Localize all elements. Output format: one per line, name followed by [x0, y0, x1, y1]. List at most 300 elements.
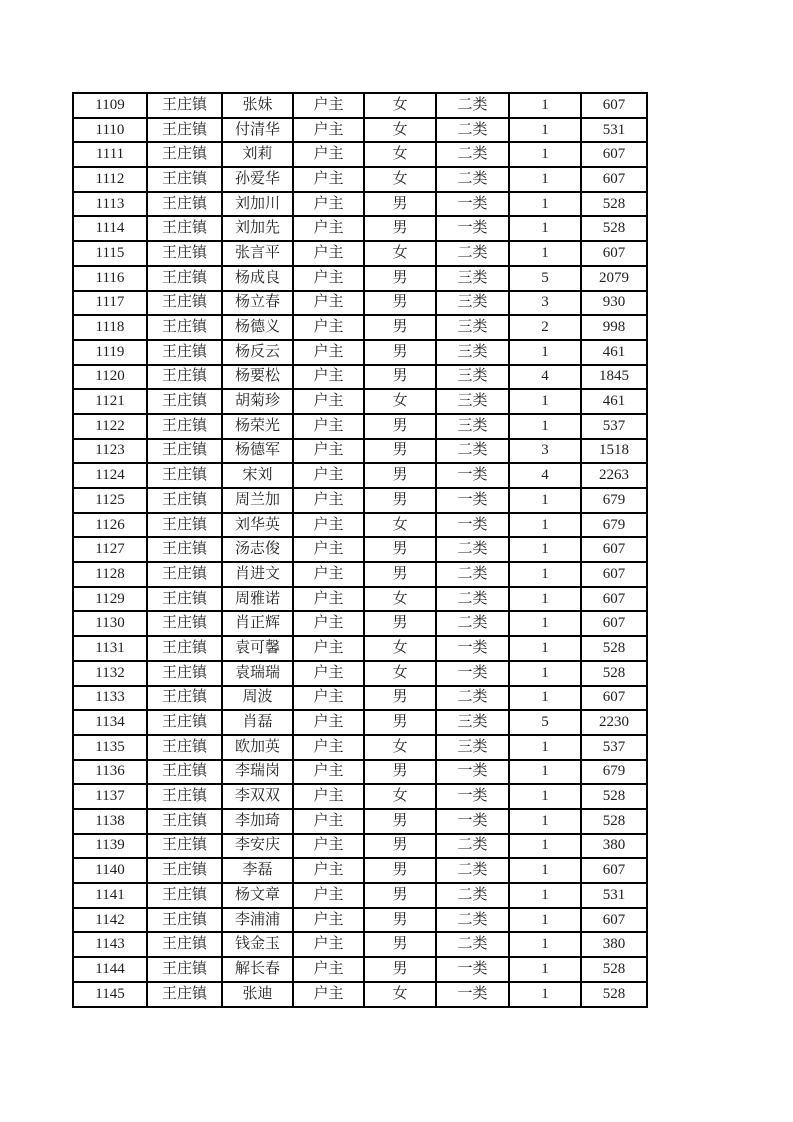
- cell-person-count: 1: [509, 636, 581, 661]
- cell-amount: 537: [581, 414, 647, 439]
- table-row: [73, 291, 647, 316]
- table-row: [73, 760, 647, 785]
- cell-town: 王庄镇: [147, 291, 222, 316]
- cell-town: 王庄镇: [147, 93, 222, 118]
- cell-amount: 528: [581, 957, 647, 982]
- cell-category: 二类: [436, 932, 509, 957]
- cell-amount: 1845: [581, 365, 647, 390]
- cell-person-count: 1: [509, 340, 581, 365]
- table-row: [73, 365, 647, 390]
- cell-category: 一类: [436, 488, 509, 513]
- cell-serial-number: 1133: [73, 686, 147, 711]
- cell-gender: 男: [364, 883, 436, 908]
- cell-name: 杨成良: [222, 266, 293, 291]
- table-row: [73, 982, 647, 1007]
- cell-relation: 户主: [293, 537, 364, 562]
- cell-serial-number: 1128: [73, 562, 147, 587]
- cell-person-count: 1: [509, 513, 581, 538]
- cell-serial-number: 1134: [73, 710, 147, 735]
- cell-amount: 679: [581, 488, 647, 513]
- cell-name: 杨立春: [222, 291, 293, 316]
- table-row: [73, 389, 647, 414]
- cell-relation: 户主: [293, 315, 364, 340]
- cell-amount: 998: [581, 315, 647, 340]
- cell-amount: 1518: [581, 439, 647, 464]
- cell-serial-number: 1130: [73, 611, 147, 636]
- cell-amount: 607: [581, 93, 647, 118]
- cell-category: 三类: [436, 266, 509, 291]
- cell-relation: 户主: [293, 513, 364, 538]
- cell-category: 一类: [436, 957, 509, 982]
- cell-gender: 女: [364, 241, 436, 266]
- cell-amount: 607: [581, 142, 647, 167]
- cell-category: 一类: [436, 784, 509, 809]
- cell-name: 解长春: [222, 957, 293, 982]
- cell-relation: 户主: [293, 118, 364, 143]
- cell-category: 二类: [436, 241, 509, 266]
- cell-name: 肖进文: [222, 562, 293, 587]
- cell-name: 刘华英: [222, 513, 293, 538]
- cell-person-count: 1: [509, 142, 581, 167]
- cell-person-count: 1: [509, 192, 581, 217]
- cell-serial-number: 1140: [73, 858, 147, 883]
- cell-name: 张言平: [222, 241, 293, 266]
- cell-relation: 户主: [293, 858, 364, 883]
- cell-category: 二类: [436, 167, 509, 192]
- cell-person-count: 1: [509, 488, 581, 513]
- cell-gender: 男: [364, 439, 436, 464]
- cell-person-count: 2: [509, 315, 581, 340]
- cell-name: 肖磊: [222, 710, 293, 735]
- cell-gender: 男: [364, 315, 436, 340]
- cell-town: 王庄镇: [147, 340, 222, 365]
- cell-relation: 户主: [293, 760, 364, 785]
- cell-amount: 607: [581, 537, 647, 562]
- table-row: [73, 488, 647, 513]
- cell-gender: 男: [364, 537, 436, 562]
- cell-relation: 户主: [293, 216, 364, 241]
- cell-relation: 户主: [293, 908, 364, 933]
- cell-gender: 男: [364, 365, 436, 390]
- cell-gender: 女: [364, 93, 436, 118]
- cell-town: 王庄镇: [147, 192, 222, 217]
- cell-town: 王庄镇: [147, 784, 222, 809]
- table-row: [73, 908, 647, 933]
- table-row: [73, 784, 647, 809]
- cell-name: 张迪: [222, 982, 293, 1007]
- cell-person-count: 1: [509, 118, 581, 143]
- cell-name: 钱金玉: [222, 932, 293, 957]
- cell-amount: 607: [581, 611, 647, 636]
- cell-name: 杨文章: [222, 883, 293, 908]
- cell-category: 一类: [436, 661, 509, 686]
- cell-gender: 男: [364, 858, 436, 883]
- cell-person-count: 4: [509, 365, 581, 390]
- cell-relation: 户主: [293, 611, 364, 636]
- cell-name: 刘加先: [222, 216, 293, 241]
- cell-relation: 户主: [293, 142, 364, 167]
- cell-person-count: 1: [509, 167, 581, 192]
- cell-amount: 679: [581, 513, 647, 538]
- cell-relation: 户主: [293, 784, 364, 809]
- cell-person-count: 1: [509, 537, 581, 562]
- cell-serial-number: 1113: [73, 192, 147, 217]
- cell-town: 王庄镇: [147, 858, 222, 883]
- cell-amount: 461: [581, 389, 647, 414]
- cell-relation: 户主: [293, 340, 364, 365]
- cell-name: 刘加川: [222, 192, 293, 217]
- cell-amount: 531: [581, 118, 647, 143]
- cell-name: 周波: [222, 686, 293, 711]
- cell-name: 李安庆: [222, 834, 293, 859]
- table-row: [73, 414, 647, 439]
- cell-category: 二类: [436, 562, 509, 587]
- table-row: [73, 463, 647, 488]
- cell-name: 周兰加: [222, 488, 293, 513]
- cell-relation: 户主: [293, 365, 364, 390]
- cell-relation: 户主: [293, 661, 364, 686]
- cell-category: 三类: [436, 389, 509, 414]
- cell-category: 三类: [436, 315, 509, 340]
- cell-relation: 户主: [293, 389, 364, 414]
- cell-name: 李磊: [222, 858, 293, 883]
- cell-name: 李浦浦: [222, 908, 293, 933]
- cell-person-count: 1: [509, 611, 581, 636]
- cell-serial-number: 1142: [73, 908, 147, 933]
- cell-amount: 461: [581, 340, 647, 365]
- cell-person-count: 1: [509, 216, 581, 241]
- cell-town: 王庄镇: [147, 439, 222, 464]
- table-row: [73, 340, 647, 365]
- table-row: [73, 266, 647, 291]
- cell-person-count: 1: [509, 883, 581, 908]
- cell-serial-number: 1139: [73, 834, 147, 859]
- cell-person-count: 1: [509, 241, 581, 266]
- table-body: [73, 93, 647, 1007]
- cell-relation: 户主: [293, 463, 364, 488]
- cell-name: 汤志俊: [222, 537, 293, 562]
- cell-serial-number: 1132: [73, 661, 147, 686]
- cell-person-count: 1: [509, 562, 581, 587]
- cell-town: 王庄镇: [147, 488, 222, 513]
- cell-relation: 户主: [293, 192, 364, 217]
- cell-amount: 930: [581, 291, 647, 316]
- cell-serial-number: 1125: [73, 488, 147, 513]
- cell-category: 二类: [436, 908, 509, 933]
- cell-category: 三类: [436, 710, 509, 735]
- cell-serial-number: 1143: [73, 932, 147, 957]
- cell-gender: 女: [364, 735, 436, 760]
- cell-serial-number: 1120: [73, 365, 147, 390]
- cell-relation: 户主: [293, 735, 364, 760]
- cell-town: 王庄镇: [147, 932, 222, 957]
- cell-gender: 女: [364, 389, 436, 414]
- cell-town: 王庄镇: [147, 883, 222, 908]
- cell-gender: 男: [364, 192, 436, 217]
- cell-town: 王庄镇: [147, 686, 222, 711]
- cell-serial-number: 1144: [73, 957, 147, 982]
- table-row: [73, 562, 647, 587]
- cell-town: 王庄镇: [147, 365, 222, 390]
- cell-category: 二类: [436, 118, 509, 143]
- cell-amount: 537: [581, 735, 647, 760]
- cell-name: 袁瑞瑞: [222, 661, 293, 686]
- table-row: [73, 587, 647, 612]
- cell-gender: 男: [364, 562, 436, 587]
- cell-person-count: 3: [509, 291, 581, 316]
- cell-town: 王庄镇: [147, 463, 222, 488]
- cell-gender: 男: [364, 908, 436, 933]
- cell-category: 二类: [436, 834, 509, 859]
- cell-relation: 户主: [293, 266, 364, 291]
- cell-name: 李瑞岗: [222, 760, 293, 785]
- cell-amount: 528: [581, 661, 647, 686]
- table-row: [73, 636, 647, 661]
- cell-name: 宋刘: [222, 463, 293, 488]
- cell-gender: 男: [364, 686, 436, 711]
- table-row: [73, 883, 647, 908]
- cell-category: 二类: [436, 439, 509, 464]
- cell-gender: 女: [364, 118, 436, 143]
- cell-gender: 女: [364, 784, 436, 809]
- cell-town: 王庄镇: [147, 266, 222, 291]
- table-row: [73, 809, 647, 834]
- cell-amount: 607: [581, 858, 647, 883]
- cell-person-count: 1: [509, 93, 581, 118]
- cell-relation: 户主: [293, 809, 364, 834]
- table-row: [73, 315, 647, 340]
- cell-town: 王庄镇: [147, 216, 222, 241]
- cell-town: 王庄镇: [147, 957, 222, 982]
- cell-category: 一类: [436, 216, 509, 241]
- cell-town: 王庄镇: [147, 562, 222, 587]
- cell-category: 一类: [436, 513, 509, 538]
- cell-town: 王庄镇: [147, 834, 222, 859]
- cell-gender: 女: [364, 661, 436, 686]
- table-row: [73, 192, 647, 217]
- cell-gender: 男: [364, 340, 436, 365]
- table-row: [73, 957, 647, 982]
- cell-relation: 户主: [293, 562, 364, 587]
- cell-name: 周雅诺: [222, 587, 293, 612]
- cell-category: 三类: [436, 735, 509, 760]
- cell-town: 王庄镇: [147, 537, 222, 562]
- cell-amount: 2230: [581, 710, 647, 735]
- cell-person-count: 1: [509, 809, 581, 834]
- cell-category: 三类: [436, 291, 509, 316]
- cell-gender: 女: [364, 142, 436, 167]
- cell-person-count: 1: [509, 414, 581, 439]
- table-row: [73, 932, 647, 957]
- cell-town: 王庄镇: [147, 167, 222, 192]
- cell-amount: 2079: [581, 266, 647, 291]
- cell-category: 二类: [436, 858, 509, 883]
- cell-town: 王庄镇: [147, 389, 222, 414]
- cell-relation: 户主: [293, 291, 364, 316]
- cell-serial-number: 1135: [73, 735, 147, 760]
- table-row: [73, 710, 647, 735]
- table-row: [73, 439, 647, 464]
- cell-gender: 男: [364, 710, 436, 735]
- cell-town: 王庄镇: [147, 809, 222, 834]
- cell-category: 二类: [436, 883, 509, 908]
- cell-serial-number: 1117: [73, 291, 147, 316]
- cell-name: 李双双: [222, 784, 293, 809]
- cell-serial-number: 1136: [73, 760, 147, 785]
- cell-person-count: 3: [509, 439, 581, 464]
- cell-serial-number: 1137: [73, 784, 147, 809]
- cell-amount: 380: [581, 834, 647, 859]
- table-row: [73, 216, 647, 241]
- table-row: [73, 735, 647, 760]
- cell-amount: 607: [581, 562, 647, 587]
- cell-person-count: 1: [509, 834, 581, 859]
- cell-town: 王庄镇: [147, 710, 222, 735]
- cell-serial-number: 1127: [73, 537, 147, 562]
- cell-amount: 528: [581, 636, 647, 661]
- cell-town: 王庄镇: [147, 661, 222, 686]
- cell-gender: 男: [364, 463, 436, 488]
- cell-amount: 607: [581, 686, 647, 711]
- cell-gender: 男: [364, 932, 436, 957]
- cell-name: 李加琦: [222, 809, 293, 834]
- cell-person-count: 1: [509, 858, 581, 883]
- cell-relation: 户主: [293, 488, 364, 513]
- cell-amount: 679: [581, 760, 647, 785]
- cell-serial-number: 1121: [73, 389, 147, 414]
- cell-town: 王庄镇: [147, 513, 222, 538]
- table-row: [73, 167, 647, 192]
- cell-town: 王庄镇: [147, 760, 222, 785]
- cell-town: 王庄镇: [147, 735, 222, 760]
- cell-serial-number: 1124: [73, 463, 147, 488]
- cell-town: 王庄镇: [147, 315, 222, 340]
- cell-serial-number: 1123: [73, 439, 147, 464]
- cell-relation: 户主: [293, 414, 364, 439]
- cell-relation: 户主: [293, 883, 364, 908]
- cell-person-count: 1: [509, 982, 581, 1007]
- cell-relation: 户主: [293, 957, 364, 982]
- cell-serial-number: 1109: [73, 93, 147, 118]
- table-row: [73, 858, 647, 883]
- cell-gender: 男: [364, 809, 436, 834]
- cell-relation: 户主: [293, 834, 364, 859]
- cell-gender: 男: [364, 760, 436, 785]
- cell-name: 付清华: [222, 118, 293, 143]
- cell-relation: 户主: [293, 167, 364, 192]
- cell-person-count: 5: [509, 710, 581, 735]
- cell-relation: 户主: [293, 710, 364, 735]
- cell-category: 一类: [436, 192, 509, 217]
- household-record-table: [72, 92, 648, 1008]
- cell-category: 一类: [436, 809, 509, 834]
- cell-relation: 户主: [293, 241, 364, 266]
- cell-relation: 户主: [293, 93, 364, 118]
- cell-gender: 男: [364, 266, 436, 291]
- table-row: [73, 661, 647, 686]
- cell-category: 一类: [436, 760, 509, 785]
- cell-town: 王庄镇: [147, 142, 222, 167]
- cell-gender: 女: [364, 587, 436, 612]
- cell-person-count: 1: [509, 784, 581, 809]
- cell-relation: 户主: [293, 686, 364, 711]
- cell-gender: 男: [364, 957, 436, 982]
- cell-serial-number: 1114: [73, 216, 147, 241]
- cell-serial-number: 1119: [73, 340, 147, 365]
- cell-name: 袁可馨: [222, 636, 293, 661]
- table-row: [73, 834, 647, 859]
- cell-category: 二类: [436, 611, 509, 636]
- cell-serial-number: 1138: [73, 809, 147, 834]
- cell-category: 一类: [436, 636, 509, 661]
- cell-relation: 户主: [293, 932, 364, 957]
- cell-relation: 户主: [293, 982, 364, 1007]
- cell-relation: 户主: [293, 439, 364, 464]
- cell-town: 王庄镇: [147, 908, 222, 933]
- cell-person-count: 1: [509, 760, 581, 785]
- cell-amount: 528: [581, 784, 647, 809]
- cell-gender: 女: [364, 167, 436, 192]
- cell-amount: 528: [581, 192, 647, 217]
- cell-relation: 户主: [293, 636, 364, 661]
- cell-gender: 男: [364, 216, 436, 241]
- cell-amount: 531: [581, 883, 647, 908]
- cell-gender: 女: [364, 982, 436, 1007]
- cell-category: 三类: [436, 414, 509, 439]
- cell-person-count: 1: [509, 957, 581, 982]
- cell-serial-number: 1112: [73, 167, 147, 192]
- cell-serial-number: 1129: [73, 587, 147, 612]
- table-row: [73, 537, 647, 562]
- cell-name: 刘莉: [222, 142, 293, 167]
- cell-category: 二类: [436, 142, 509, 167]
- cell-amount: 607: [581, 587, 647, 612]
- cell-name: 肖正辉: [222, 611, 293, 636]
- cell-name: 杨荣光: [222, 414, 293, 439]
- cell-category: 二类: [436, 537, 509, 562]
- cell-serial-number: 1115: [73, 241, 147, 266]
- cell-person-count: 1: [509, 735, 581, 760]
- cell-town: 王庄镇: [147, 587, 222, 612]
- cell-serial-number: 1116: [73, 266, 147, 291]
- cell-person-count: 1: [509, 686, 581, 711]
- cell-person-count: 1: [509, 587, 581, 612]
- cell-town: 王庄镇: [147, 118, 222, 143]
- table-row: [73, 118, 647, 143]
- cell-serial-number: 1110: [73, 118, 147, 143]
- cell-serial-number: 1141: [73, 883, 147, 908]
- cell-serial-number: 1126: [73, 513, 147, 538]
- cell-amount: 607: [581, 167, 647, 192]
- cell-person-count: 1: [509, 908, 581, 933]
- cell-serial-number: 1118: [73, 315, 147, 340]
- cell-person-count: 5: [509, 266, 581, 291]
- cell-relation: 户主: [293, 587, 364, 612]
- table-row: [73, 686, 647, 711]
- cell-amount: 528: [581, 809, 647, 834]
- cell-name: 杨反云: [222, 340, 293, 365]
- cell-serial-number: 1131: [73, 636, 147, 661]
- cell-gender: 男: [364, 834, 436, 859]
- table-row: [73, 513, 647, 538]
- table-row: [73, 142, 647, 167]
- cell-category: 二类: [436, 686, 509, 711]
- cell-name: 杨要松: [222, 365, 293, 390]
- cell-serial-number: 1111: [73, 142, 147, 167]
- cell-town: 王庄镇: [147, 241, 222, 266]
- cell-person-count: 4: [509, 463, 581, 488]
- cell-name: 胡菊珍: [222, 389, 293, 414]
